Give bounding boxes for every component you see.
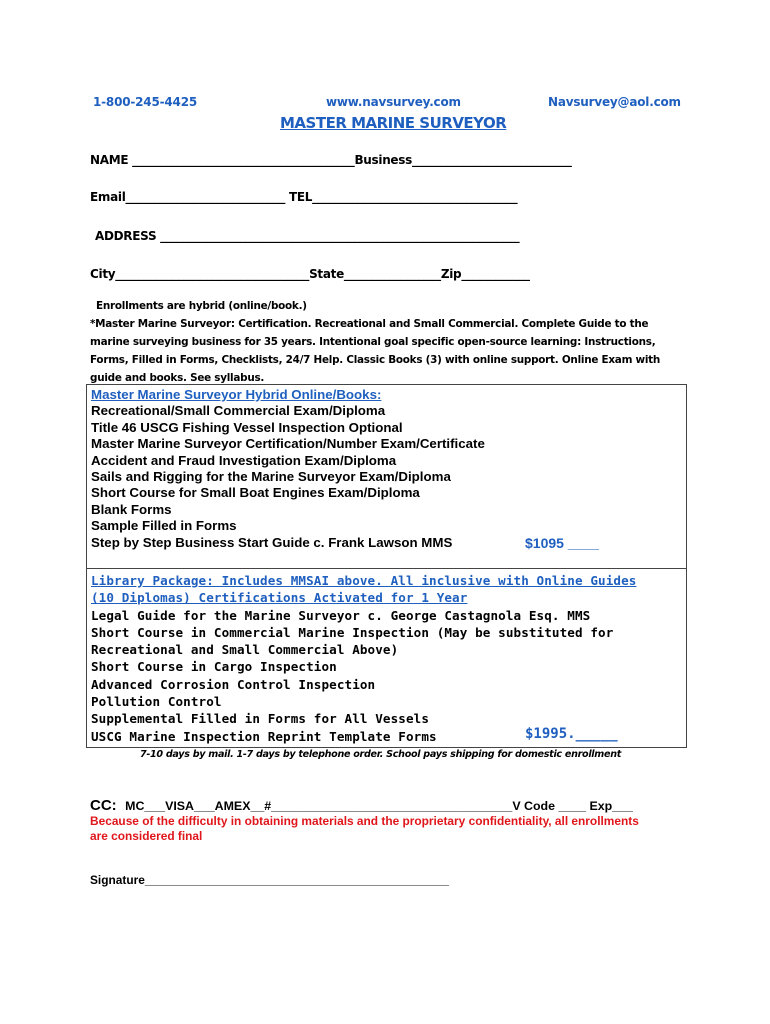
phone-number: 1-800-245-4425: [93, 95, 197, 109]
intro-line: marine surveying business for 35 years. Intentional goal specific open-source learning: Instructions,: [90, 336, 656, 348]
library-package-box: [86, 568, 687, 748]
package-item: Step by Step Business Start Guide c. Frank Lawson MMS: [91, 534, 453, 550]
enrollment-intro: [90, 297, 660, 387]
address-field[interactable]: ADDRESS _______________________________________________________________: [95, 229, 520, 243]
hybrid-package-heading: Master Marine Surveyor Hybrid Online/Books:: [91, 387, 382, 402]
signature-field[interactable]: Signature______________________________________________: [90, 873, 450, 887]
intro-line: *Master Marine Surveyor: Certification. Recreational and Small Commercial. Complete Guide to the: [90, 318, 649, 330]
library-package-price[interactable]: [525, 726, 618, 742]
library-package-heading: (10 Diplomas) Certifications Activated for 1 Year: [91, 590, 468, 606]
package-item: Short Course in Cargo Inspection: [91, 659, 337, 675]
package-item: Blank Forms: [91, 501, 172, 517]
package-item: Legal Guide for the Marine Surveyor c. George Castagnola Esq. MMS: [91, 607, 591, 623]
email-link[interactable]: Navsurvey@aol.com: [548, 95, 681, 109]
name-business-field[interactable]: NAME _______________________________________Business____________________________: [90, 153, 572, 167]
hybrid-package-price[interactable]: $1095 ____: [525, 535, 599, 551]
notice-line: Because of the difficulty in obtaining materials and the proprietary confidentiality, all enrollments: [90, 814, 639, 828]
package-item: Short Course in Commercial Marine Inspection (May be substituted for: [91, 624, 614, 640]
library-price-amount: $1995.: [525, 726, 576, 742]
package-item: Pollution Control: [91, 694, 222, 710]
hybrid-package-box: [86, 384, 687, 569]
package-item: USCG Marine Inspection Reprint Template Forms: [91, 728, 437, 744]
cc-label: CC:: [90, 797, 117, 814]
package-item: Sails and Rigging for the Marine Surveyor Exam/Diploma: [91, 469, 451, 485]
package-item: Short Course for Small Boat Engines Exam/Diploma: [91, 485, 420, 501]
cc-field[interactable]: MC___VISA___AMEX__#___________________________________V Code ____ Exp___: [125, 799, 633, 813]
city-state-zip-field[interactable]: City__________________________________State_________________Zip____________: [90, 267, 530, 281]
package-item: Sample Filled in Forms: [91, 518, 237, 534]
intro-line: Enrollments are hybrid (online/book.): [96, 300, 307, 312]
website-link[interactable]: www.navsurvey.com: [326, 95, 461, 109]
email-tel-field[interactable]: Email____________________________ TEL____________________________________: [90, 190, 518, 204]
intro-line: guide and books. See syllabus.: [90, 372, 265, 384]
package-item: Accident and Fraud Investigation Exam/Diploma: [91, 452, 397, 468]
package-item: Master Marine Surveyor Certification/Number Exam/Certificate: [91, 436, 485, 452]
shipping-note: 7-10 days by mail. 1-7 days by telephone order. School pays shipping for domestic enrollment: [140, 749, 622, 760]
package-item: Title 46 USCG Fishing Vessel Inspection Optional: [91, 419, 403, 435]
package-item: Recreational and Small Commercial Above): [91, 642, 399, 658]
package-item: Supplemental Filled in Forms for All Vessels: [91, 711, 430, 727]
library-price-blank[interactable]: _____: [575, 726, 618, 742]
package-item: Recreational/Small Commercial Exam/Diploma: [91, 403, 386, 419]
library-package-heading: Library Package: Includes MMSAI above. All inclusive with Online Guides: [91, 573, 637, 588]
final-enrollment-notice: [90, 814, 639, 844]
intro-line: Forms, Filled in Forms, Checklists, 24/7 Help. Classic Books (3) with online support. Online Exam with: [90, 354, 661, 366]
page-title: MASTER MARINE SURVEYOR: [280, 114, 507, 132]
package-item: Advanced Corrosion Control Inspection: [91, 676, 376, 692]
notice-line: are considered final: [90, 829, 203, 843]
credit-card-row[interactable]: [90, 797, 633, 815]
